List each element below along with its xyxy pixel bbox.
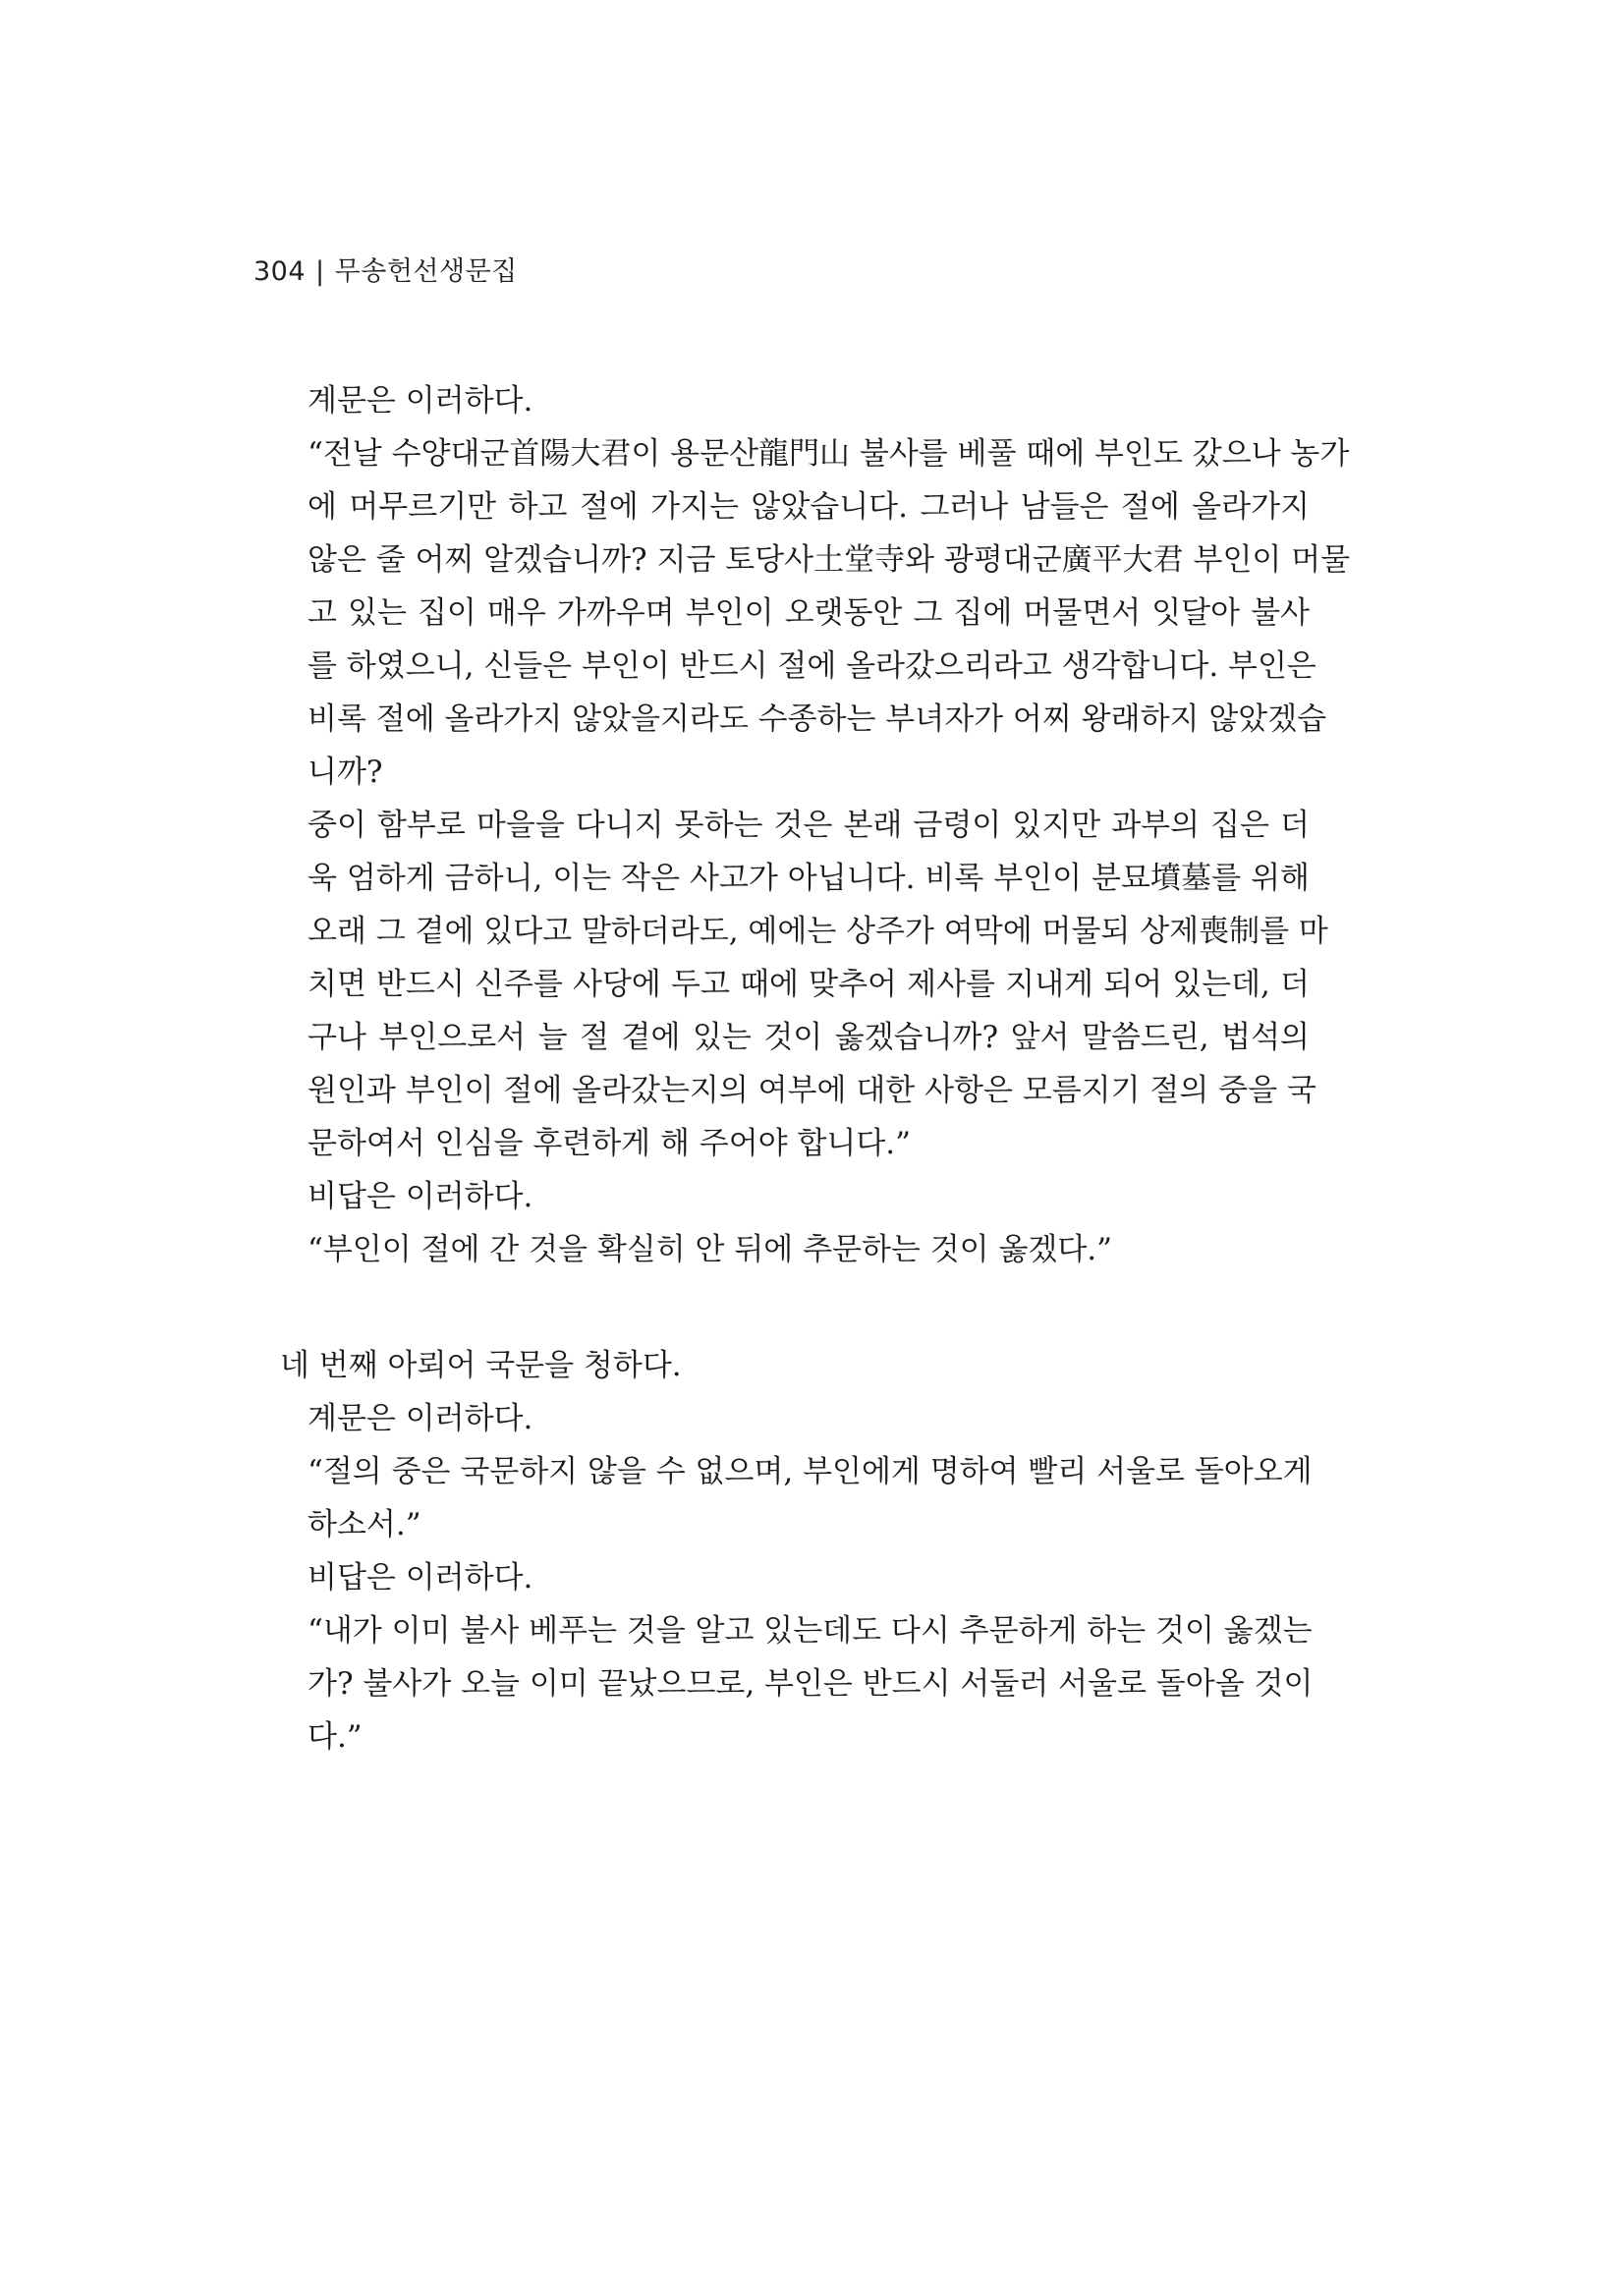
header-separator: | bbox=[315, 256, 325, 287]
paragraph-line: 다.” bbox=[308, 1719, 363, 1755]
paragraph-line: 에 머무르기만 하고 절에 가지는 않았습니다. 그러나 남들은 절에 올라가지 bbox=[308, 489, 1310, 525]
paragraph-line: 중이 함부로 마을을 다니지 못하는 것은 본래 금령이 있지만 과부의 집은 더 bbox=[308, 808, 1310, 843]
paragraph-line: 오래 그 곁에 있다고 말하더라도, 예에는 상주가 여막에 머물되 상제喪制를 마 bbox=[308, 914, 1328, 949]
paragraph-line: 구나 부인으로서 늘 절 곁에 있는 것이 옳겠습니까? 앞서 말씀드린, 법석의 bbox=[308, 1020, 1310, 1055]
paragraph-line: 욱 엄하게 금하니, 이는 작은 사고가 아닙니다. 비록 부인이 분묘墳墓를 위해 bbox=[308, 861, 1310, 896]
paragraph-line: 계문은 이러하다. bbox=[308, 1401, 533, 1436]
paragraph-line: 않은 줄 어찌 알겠습니까? 지금 토당사土堂寺와 광평대군廣平大君 부인이 머물 bbox=[308, 542, 1351, 578]
paragraph-line: 원인과 부인이 절에 올라갔는지의 여부에 대한 사항은 모름지기 절의 중을 국 bbox=[308, 1073, 1316, 1108]
page-number: 304 bbox=[253, 256, 307, 287]
paragraph-line: “전날 수양대군首陽大君이 용문산龍門山 불사를 베풀 때에 부인도 갔으나 농가 bbox=[308, 436, 1350, 472]
paragraph-line: 가? 불사가 오늘 이미 끝났으므로, 부인은 반드시 서둘러 서울로 돌아올 것이 bbox=[308, 1666, 1314, 1702]
paragraph-line: “절의 중은 국문하지 않을 수 없으며, 부인에게 명하여 빨리 서울로 돌아오게 bbox=[308, 1454, 1313, 1489]
paragraph-line: 니까? bbox=[308, 755, 383, 790]
paragraph-line: 계문은 이러하다. bbox=[308, 383, 533, 419]
paragraph-line: 비답은 이러하다. bbox=[308, 1179, 533, 1214]
paragraph-line: “부인이 절에 간 것을 확실히 안 뒤에 추문하는 것이 옳겠다.” bbox=[308, 1232, 1112, 1267]
book-title: 무송헌선생문집 bbox=[334, 256, 518, 287]
paragraph-line: 문하여서 인심을 후련하게 해 주어야 합니다.” bbox=[308, 1126, 911, 1161]
paragraph-line: 를 하였으니, 신들은 부인이 반드시 절에 올라갔으리라고 생각합니다. 부인은 bbox=[308, 648, 1316, 684]
paragraph-line: 고 있는 집이 매우 가까우며 부인이 오랫동안 그 집에 머물면서 잇달아 불사 bbox=[308, 595, 1310, 631]
paragraph-line: 비록 절에 올라가지 않았을지라도 수종하는 부녀자가 어찌 왕래하지 않았겠습 bbox=[308, 701, 1327, 737]
section-heading: 네 번째 아뢰어 국문을 청하다. bbox=[280, 1348, 682, 1383]
paragraph-line: 하소서.” bbox=[308, 1507, 421, 1542]
paragraph-line: 비답은 이러하다. bbox=[308, 1560, 533, 1596]
paragraph-line: 치면 반드시 신주를 사당에 두고 때에 맞추어 제사를 지내게 되어 있는데, 더 bbox=[308, 967, 1310, 1002]
paragraph-line: “내가 이미 불사 베푸는 것을 알고 있는데도 다시 추문하게 하는 것이 옳겠는 bbox=[308, 1613, 1313, 1649]
